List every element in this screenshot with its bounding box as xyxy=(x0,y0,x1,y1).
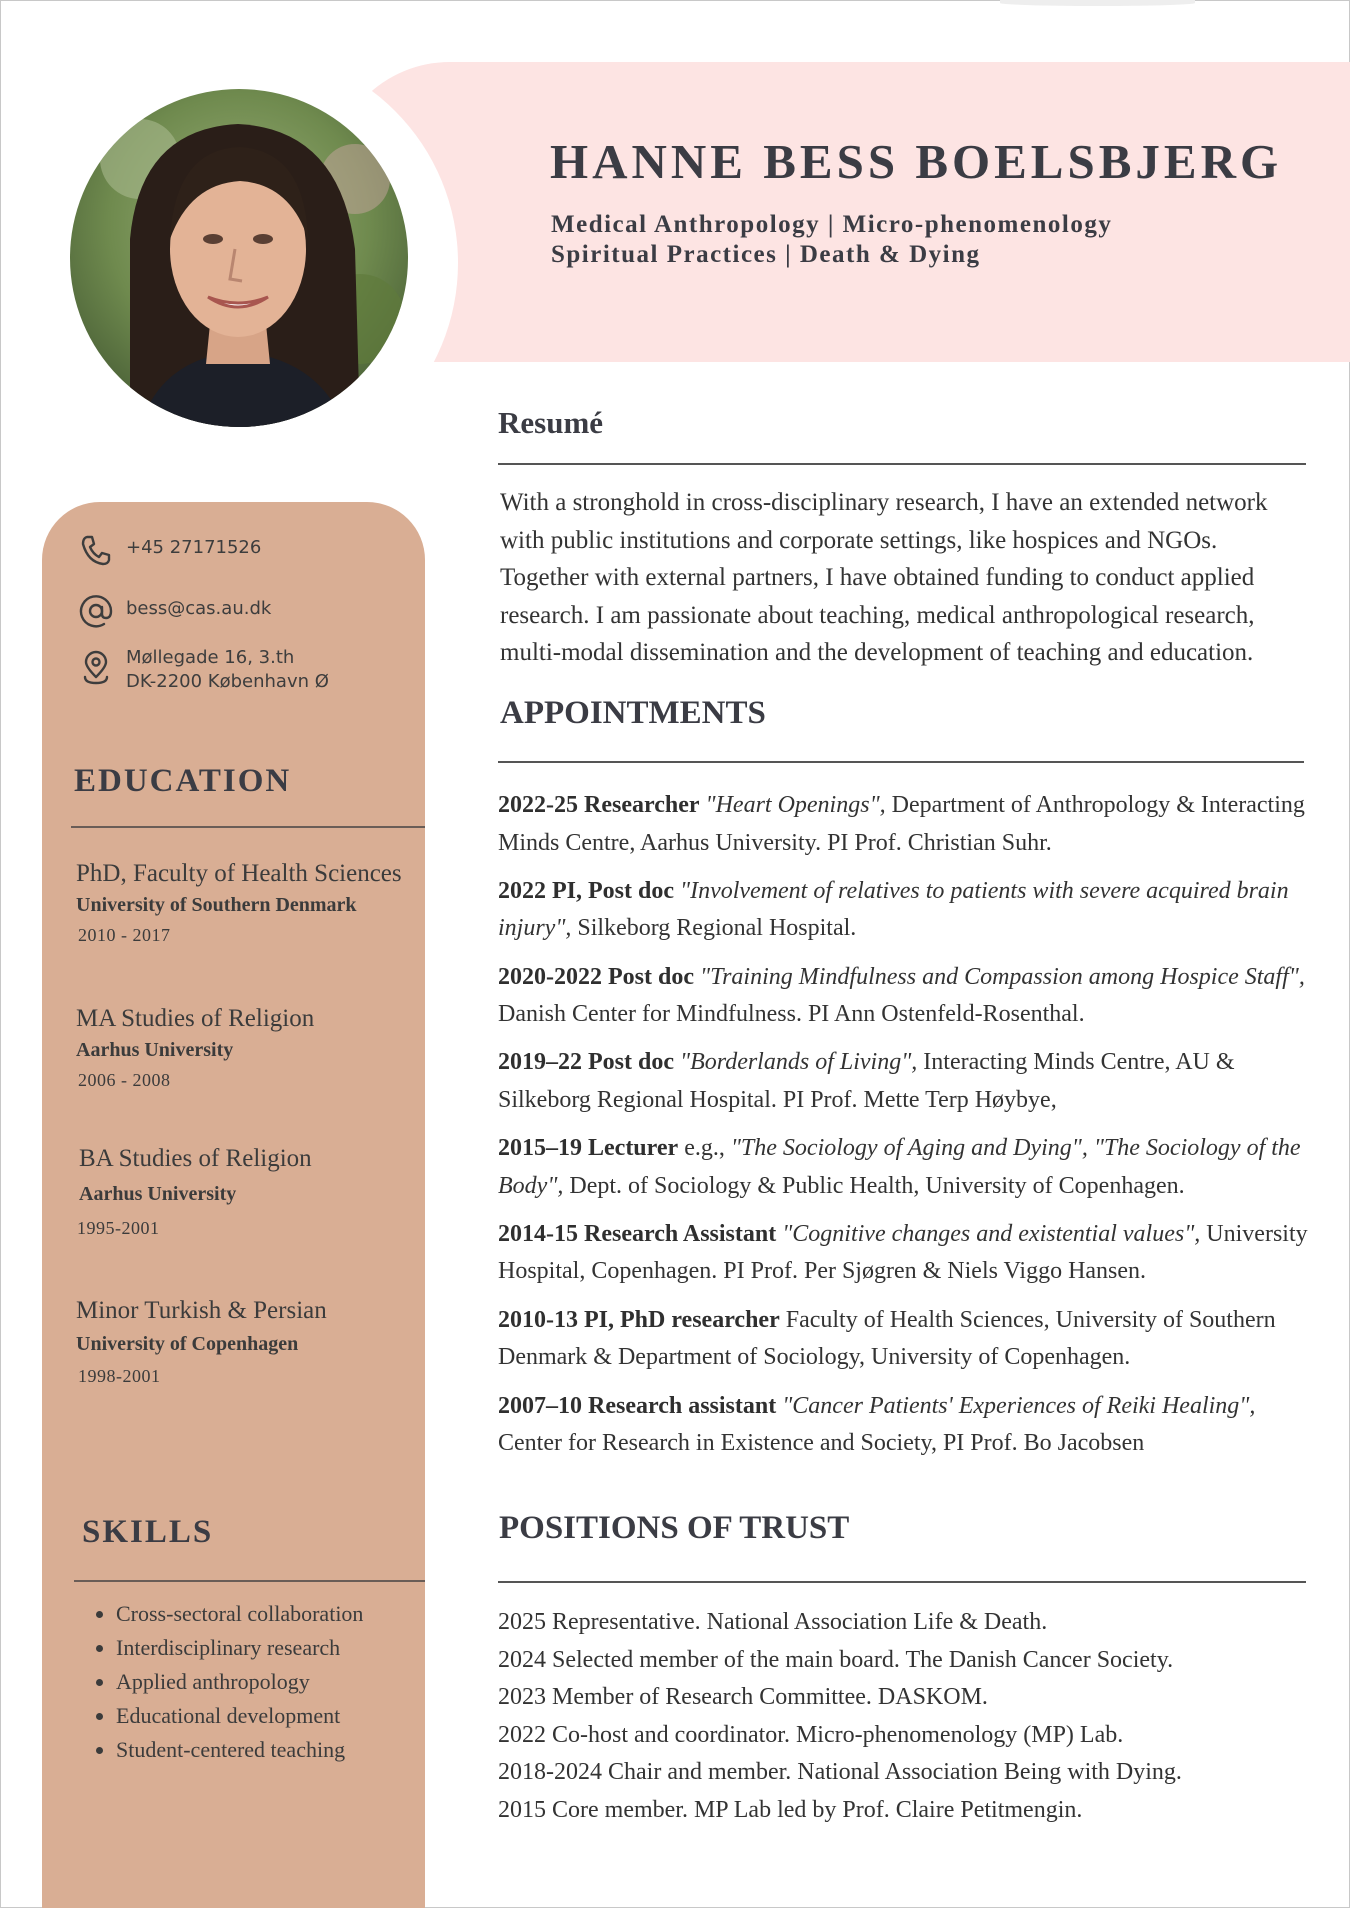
address-line-1: Møllegade 16, 3.th xyxy=(126,647,295,668)
appointment-details: University Hospital, Copenhagen. PI Prof. Per Sjøgren & Niels Viggo Hansen. xyxy=(498,1220,1308,1285)
appointments-rule xyxy=(498,761,1304,763)
appointment-project: "Cancer Patients' Experiences of Reiki Healing", xyxy=(782,1392,1256,1419)
appointment-project: "Borderlands of Living", xyxy=(680,1049,918,1076)
address-text xyxy=(126,646,329,694)
appointment-details: Center for Research in Existence and Society, PI Prof. Bo Jacobsen xyxy=(498,1430,1145,1457)
education-heading: EDUCATION xyxy=(74,763,292,799)
phone-number[interactable]: +45 27171526 xyxy=(126,537,262,558)
appointment-role: 2020-2022 Post doc xyxy=(498,963,694,990)
appointment-project: "The Sociology of Aging and Dying", "The Sociology of the Body", xyxy=(498,1135,1301,1199)
appointment-details: Department of Anthropology & Interacting Minds Centre, Aarhus University. PI Prof. Christian Suhr. xyxy=(498,792,1305,856)
appointment-details: Interacting Minds Centre, AU & Silkeborg Regional Hospital. PI Prof. Mette Terp Høybye, xyxy=(498,1049,1235,1113)
appointment-role: 2007–10 Research assistant xyxy=(498,1392,777,1419)
resume-heading: Resumé xyxy=(498,405,604,440)
appointment-role: 2010-13 PI, PhD researcher xyxy=(498,1306,780,1333)
appointment-role: 2019–22 Post doc xyxy=(498,1049,674,1076)
education-years: 1995-2001 xyxy=(77,1218,160,1238)
education-degree: BA Studies of Religion xyxy=(79,1145,312,1172)
trust-item: 2018-2024 Chair and member. National Association Being with Dying. xyxy=(498,1759,1182,1785)
appointment-project: "Training Mindfulness and Compassion among Hospice Staff", xyxy=(699,963,1305,990)
trust-list xyxy=(498,1604,1182,1829)
education-rule xyxy=(71,826,425,828)
skill-item: • Educational development xyxy=(116,1699,363,1733)
appointment-project: "Heart Openings", xyxy=(705,792,886,818)
person-name: HANNE BESS BOELSBJERG xyxy=(550,134,1283,189)
tagline xyxy=(551,210,1112,270)
appointment-project: "Involvement of relatives to patients with severe acquired brain injury", xyxy=(498,877,1289,942)
appointment-item xyxy=(498,1216,1313,1291)
education-institution: University of Southern Denmark xyxy=(76,894,357,916)
appointment-item xyxy=(498,1388,1313,1463)
trust-item: 2023 Member of Research Committee. DASKOM. xyxy=(498,1684,988,1710)
appointment-role: 2015–19 Lecturer xyxy=(498,1135,679,1162)
resume-summary: With a stronghold in cross-disciplinary research, I have an extended network with public institutions and corporate settings, like hospices and NGOs. Together with external partners, I have obtained funding to conduct applied research. I am passionate about teaching, medical anthropological research, multi-modal dissemination and the development of teaching and education. xyxy=(500,489,1268,666)
appointment-project: "Cognitive changes and existential values", xyxy=(782,1220,1201,1247)
trust-rule xyxy=(498,1581,1306,1583)
trust-item: 2015 Core member. MP Lab led by Prof. Claire Petitmengin. xyxy=(498,1796,1083,1823)
skill-item: • Student-centered teaching xyxy=(116,1733,363,1767)
education-degree: MA Studies of Religion xyxy=(76,1005,315,1032)
appointment-item xyxy=(498,873,1313,948)
at-sign-icon xyxy=(78,593,114,629)
appointment-role: 2022 PI, Post doc xyxy=(498,877,674,904)
skills-rule xyxy=(74,1580,425,1582)
tagline-line-2: Spiritual Practices | Death & Dying xyxy=(551,241,981,268)
skill-item: • Cross-sectoral collaboration xyxy=(116,1597,363,1631)
email-address[interactable]: bess@cas.au.dk xyxy=(126,598,272,619)
education-years: 1998-2001 xyxy=(78,1366,161,1386)
appointment-details: Dept. of Sociology & Public Health, University of Copenhagen. xyxy=(563,1172,1185,1199)
address-line-2: DK-2200 København Ø xyxy=(126,671,329,692)
appointment-role: 2022-25 Researcher xyxy=(498,792,700,818)
education-item xyxy=(76,1005,314,1091)
appointment-item xyxy=(498,959,1313,1034)
trust-heading: POSITIONS OF TRUST xyxy=(499,1510,850,1546)
skill-item: • Interdisciplinary research xyxy=(116,1631,363,1665)
education-institution: Aarhus University xyxy=(76,1039,234,1061)
phone-icon xyxy=(78,532,114,568)
education-degree: Minor Turkish & Persian xyxy=(76,1297,327,1324)
appointment-item xyxy=(498,1302,1313,1377)
trust-item: 2022 Co-host and coordinator. Micro-phenomenology (MP) Lab. xyxy=(498,1721,1124,1748)
tagline-line-1: Medical Anthropology | Micro-phenomenology xyxy=(551,211,1113,238)
education-institution: Aarhus University xyxy=(79,1183,237,1205)
appointment-item xyxy=(498,1130,1313,1205)
education-item xyxy=(76,860,402,946)
appointment-details: Danish Center for Mindfulness. PI Ann Ostenfeld-Rosenthal. xyxy=(498,1001,1085,1028)
education-degree: PhD, Faculty of Health Sciences xyxy=(76,860,402,887)
trust-item: 2025 Representative. National Association Life & Death. xyxy=(498,1609,1048,1635)
appointment-details: Faculty of Health Sciences, University of Southern Denmark & Department of Sociology, University of Copenhagen. xyxy=(498,1306,1276,1371)
appointments-list xyxy=(498,787,1313,1473)
education-institution: University of Copenhagen xyxy=(76,1333,299,1355)
skills-list xyxy=(76,1597,363,1767)
education-years: 2010 - 2017 xyxy=(78,925,171,945)
skill-item: • Applied anthropology xyxy=(116,1665,363,1699)
education-years: 2006 - 2008 xyxy=(78,1070,171,1090)
location-pin-icon xyxy=(78,650,114,686)
appointment-item xyxy=(498,787,1313,862)
profile-photo xyxy=(70,89,408,427)
appointment-role: 2014-15 Research Assistant xyxy=(498,1220,777,1247)
education-item xyxy=(76,1297,327,1387)
appointment-prefix: e.g., xyxy=(678,1135,725,1162)
top-tab-decoration xyxy=(1000,0,1195,6)
appointment-item xyxy=(498,1044,1313,1119)
resume-rule xyxy=(498,463,1306,465)
trust-item: 2024 Selected member of the main board. The Danish Cancer Society. xyxy=(498,1646,1174,1673)
appointment-details: Silkeborg Regional Hospital. xyxy=(571,915,857,942)
education-item xyxy=(79,1145,312,1239)
skills-heading: SKILLS xyxy=(82,1514,214,1550)
appointments-heading: APPOINTMENTS xyxy=(500,695,766,731)
